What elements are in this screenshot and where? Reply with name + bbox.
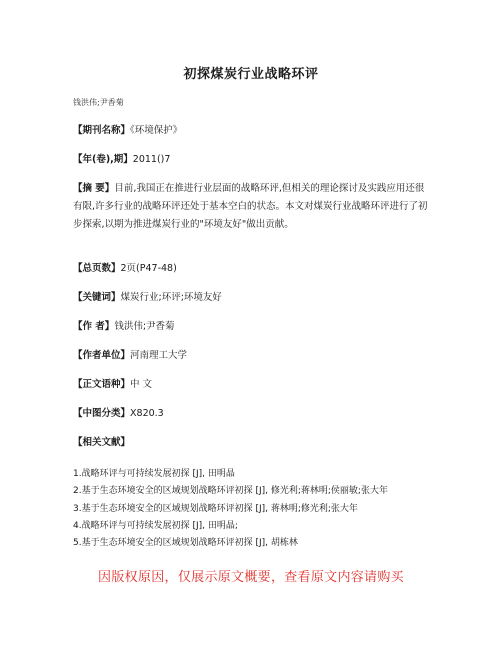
author-value: 钱洪伟;尹香菊: [114, 321, 175, 332]
language-value: 中 文: [130, 379, 153, 390]
reference-item: 1.战略环评与可持续发展初探 [J], 田明晶: [73, 469, 235, 479]
pages-label: 【总页数】: [73, 263, 121, 274]
abstract-text: 目前,我国正在推进行业层面的战略环评,但相关的理论探讨及实践应用还很有限,许多行业的战略环评还处于基本空白的状态。本文对煤炭行业战略环评进行了初步探索,以期为推进煤炭行业的"环境友好"做出贡献。: [73, 183, 428, 230]
keywords-value: 煤炭行业;环评;环境友好: [120, 292, 222, 303]
author-field: [73, 320, 175, 334]
document-title: 初探煤炭行业战略环评: [183, 67, 319, 82]
affiliation-label: 【作者单位】: [73, 350, 131, 361]
year-issue-field: [73, 153, 170, 167]
language-label: 【正文语种】: [73, 379, 131, 390]
affiliation-field: [73, 349, 187, 363]
classification-field: [73, 407, 164, 421]
classification-value: X820.3: [130, 408, 164, 419]
journal-label: 【期刊名称】: [73, 125, 131, 136]
authors-line: 钱洪伟;尹香菊: [73, 98, 124, 107]
references-list: [73, 466, 453, 552]
reference-item: 3.基于生态环境安全的区域规划战略环评初探 [J], 蒋林明;修光利;张大年: [73, 503, 358, 514]
pages-field: [73, 262, 177, 276]
reference-item: 2.基于生态环境安全的区域规划战略环评初探 [J], 修光利;蒋林明;侯丽敏;张大年: [73, 486, 388, 497]
reference-item: 4.战略环评与可持续发展初探 [J], 田明晶;: [73, 520, 238, 531]
reference-item: 5.基于生态环境安全的区域规划战略环评初探 [J], 胡栋林: [73, 538, 298, 549]
journal-field: [73, 124, 182, 138]
year-issue-label: 【年(卷),期】: [73, 154, 133, 165]
classification-label: 【中图分类】: [73, 408, 131, 419]
language-field: [73, 378, 152, 392]
year-issue-value: 2011()7: [132, 154, 171, 165]
references-label: 【相关文献】: [73, 437, 131, 448]
keywords-label: 【关键词】: [73, 292, 121, 303]
keywords-field: [73, 291, 222, 305]
affiliation-value: 河南理工大学: [130, 350, 188, 361]
references-heading: [73, 436, 130, 450]
abstract-field: [73, 180, 433, 234]
journal-value: 《环境保护》: [130, 125, 183, 136]
pages-value: 2页(P47-48): [120, 263, 177, 274]
abstract-label: 【摘 要】: [73, 183, 115, 194]
author-label: 【作 者】: [73, 321, 115, 332]
copyright-notice: 因版权原因，仅展示原文概要，查看原文内容请购买: [98, 570, 404, 585]
